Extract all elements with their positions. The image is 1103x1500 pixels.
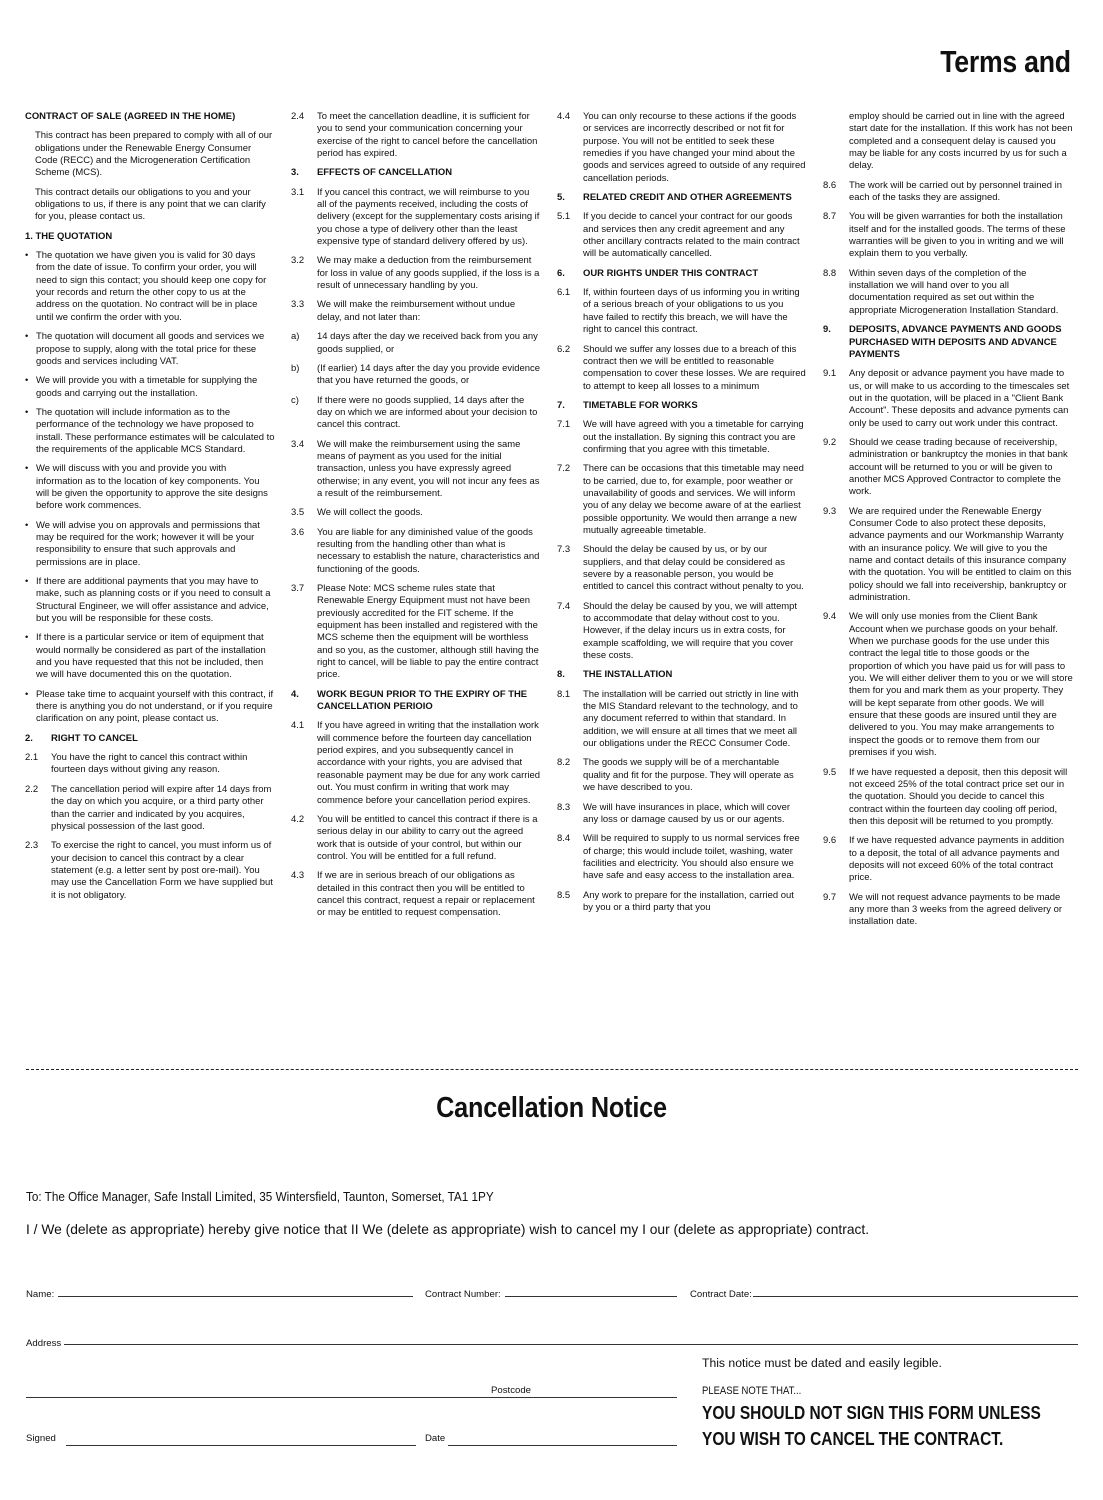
bullet-dot-icon: • xyxy=(25,519,29,531)
clause: 9.7 We will not request advance payments to be made any more than 3 weeks from the agreed delivery or installation date. xyxy=(823,891,1062,928)
clause: 3.7 Please Note: MCS scheme rules state that Renewable Energy Equipment must not have been previously accredited for the FIT scheme. If the equipment has been installed and registered with the MCS scheme then the equipment will be worthless and so you, as the customer, although still having the right to cancel, will be liable to pay the entire contract price. xyxy=(291,583,539,681)
section-heading-related-credit: 5. RELATED CREDIT AND OTHER AGREEMENTS xyxy=(557,192,792,204)
contract-heading: CONTRACT OF SALE (AGREED IN THE HOME) xyxy=(25,111,236,122)
bullet-item: • If there are additional payments that you may have to make, such as planning costs or if you need to consult a Structural Engineer, we will offer assistance and advice, but you will be responsible for these costs. xyxy=(25,576,271,625)
page-title: Terms and xyxy=(940,44,1071,79)
clause: 5.1 If you decide to cancel your contract for our goods and services then any credit agreement and any other ancillary contracts related to the main contract will be automatically cancelled. xyxy=(557,211,800,260)
clause: 8.2 The goods we supply will be of a merchantable quality and fit for the purpose. They will operate as we have described to you. xyxy=(557,757,794,794)
section-heading-installation: 8. THE INSTALLATION xyxy=(557,669,673,681)
contract-date-label: Contract Date: xyxy=(690,1289,752,1300)
warning-line-1: YOU SHOULD NOT SIGN THIS FORM UNLESS xyxy=(702,1403,1041,1423)
terms-columns xyxy=(0,111,1103,1041)
clause: 3.5 We will collect the goods. xyxy=(291,507,423,519)
clause: 3.6 You are liable for any diminished value of the goods resulting from the handling other than what is necessary to establish the nature, characteristics and functioning of the goods. xyxy=(291,526,540,575)
intro-paragraph: This contract has been prepared to comply with all of our obligations under the Renewable Energy Consumer Code (RECC) and the Microgeneration Certification Scheme (MCS). xyxy=(35,130,273,179)
section-heading-quotation: 1. THE QUOTATION xyxy=(25,230,113,242)
clause: 8.5 Any work to prepare for the installation, carried out by you or a third party that you xyxy=(557,889,794,913)
section-heading-work-begun: 4. WORK BEGUN PRIOR TO THE EXPIRY OF THE CANCELLATION PERIOIO xyxy=(291,688,528,713)
bullet-dot-icon: • xyxy=(25,632,29,644)
terms-column-4 xyxy=(823,111,1073,936)
clause: 9.2 Should we cease trading because of receivership, administration or bankruptcy the monies in that bank account will be returned to you or will be given to another MCS Approved Contractor to complete the work. xyxy=(823,436,1068,498)
clause-continuation: employ should be carried out in line with the agreed start date for the installation. If this work has not been completed and a consequent delay is caused you may be liable for any costs incurred by us for such a delay. xyxy=(849,111,1073,172)
clause: 4.3 If we are in serious breach of our obligations as detailed in this contract then you will be entitled to cancel this contract, request a repair or replacement or may be entitled to request compensation. xyxy=(291,870,535,919)
clause: 9.1 Any deposit or advance payment you have made to us, or will make to us according to the timescales set out in the quotation, will be placed in a "Client Bank Account". These deposits and advance pyments can only be used to carry out work under this contract. xyxy=(823,368,1070,429)
signature-field[interactable] xyxy=(66,1445,416,1446)
clause: 7.2 There can be occasions that this timetable may need to be carried, due to, for example, poor weather or unavailability of goods and services. We will inform you of any delay we become aware of at the earliest possible opportunity. We would then arrange a new mutually agreeable timetable. xyxy=(557,463,804,536)
date-field[interactable] xyxy=(448,1445,677,1446)
clause: 9.3 We are required under the Renewable Energy Consumer Code to also protect these deposits, advance payments and our Workmanship Warranty with an insurance policy. We will give to you the name and contact details of this insurance company with the quotation. You will be entitled to claim on this policy should we fall into receivership, bankruptcy or administration. xyxy=(823,505,1072,604)
please-note-label: PLEASE NOTE THAT... xyxy=(702,1385,802,1397)
postcode-label: Postcode xyxy=(491,1385,532,1396)
bullet-dot-icon: • xyxy=(25,250,29,262)
bullet-dot-icon: • xyxy=(25,463,29,475)
bullet-item: • We will provide you with a timetable for supplying the goods and carrying out the installation. xyxy=(25,375,258,399)
contract-number-field[interactable] xyxy=(505,1296,677,1297)
clause: 8.6 The work will be carried out by personnel trained in each of the tasks they are assigned. xyxy=(823,179,1062,204)
sub-clause: a) 14 days after the day we received back from you any goods supplied, or xyxy=(291,331,538,355)
bullet-item: • We will advise you on approvals and permissions that may be required for the work; however it will be your responsibility to ensure that such approvals and permissions are in place. xyxy=(25,519,260,568)
bullet-dot-icon: • xyxy=(25,375,29,387)
clause: 7.4 Should the delay be caused by you, we will attempt to accommodate that delay without cost to you. However, if the delay incurs us in extra costs, for example scaffolding, we will require that you cover these costs. xyxy=(557,600,798,662)
section-heading-deposits: 9. DEPOSITS, ADVANCE PAYMENTS AND GOODS PURCHASED WITH DEPOSITS AND ADVANCE PAYMENTS xyxy=(823,324,1062,360)
address-field[interactable] xyxy=(64,1344,1078,1345)
bullet-item: • The quotation will document all goods and services we propose to supply, along with the total price for these goods and services including VAT. xyxy=(25,331,265,367)
name-label: Name: xyxy=(26,1289,55,1300)
bullet-item: • The quotation will include information as to the performance of the technology we have proposed to install. These performance estimates will be calculated to the requirements of the applicable MCS Standard. xyxy=(25,406,275,455)
clause: 2.4 To meet the cancellation deadline, it is sufficient for you to send your communication concerning your exercise of the right to cancel before the cancellation period has expired. xyxy=(291,111,538,160)
clause: 9.6 If we have requested advance payments in addition to a deposit, the total of all advance payments and deposits will not exceed 60% of the total contract price. xyxy=(823,835,1065,884)
name-field[interactable] xyxy=(58,1296,413,1297)
terms-column-3 xyxy=(557,111,806,921)
clause: 6.1 If, within fourteen days of us informing you in writing of a serious breach of your obligations to us you have failed to rectify this breach, we will have the right to cancel this contract. xyxy=(557,287,800,336)
clause: 3.1 If you cancel this contract, we will reimburse to you all of the payments received, including the costs of delivery (except for the supplementary costs arising if you chose a type of delivery other than the least expensive type of standard delivery offered by us). xyxy=(291,186,540,248)
section-heading-timetable: 7. TIMETABLE FOR WORKS xyxy=(557,399,698,411)
bullet-dot-icon: • xyxy=(25,688,29,700)
section-heading-effects: 3. EFFECTS OF CANCELLATION xyxy=(291,167,453,179)
bullet-dot-icon: • xyxy=(25,331,29,343)
address-label: Address xyxy=(26,1338,62,1349)
cancellation-notice-title: Cancellation Notice xyxy=(436,1092,667,1124)
clause: 2.3 To exercise the right to cancel, you must inform us of your decision to cancel this contract by a clear statement (e.g. a letter sent by post ore-mail). You may use the Cancellation Form we have supplied but it is not obligatory. xyxy=(25,840,273,901)
clause: 8.7 You will be given warranties for both the installation itself and for the installed goods. The terms of these warranties will be given to you in writing and we will explain them to you verbally. xyxy=(823,211,1066,260)
clause: 3.4 We will make the reimbursement using the same means of payment as you used for the initial transaction, unless you have expressly agreed otherwise; in any event, you will not incur any fees as a result of the reimbursement. xyxy=(291,438,540,499)
recipient-address: To: The Office Manager, Safe Install Limited, 35 Wintersfield, Taunton, Somerset, TA1 1PY xyxy=(26,1190,494,1204)
cut-line-divider xyxy=(26,1069,1078,1070)
postcode-field[interactable] xyxy=(26,1397,677,1398)
bullet-item: • The quotation we have given you is valid for 30 days from the date of issue. To confirm your order, you will need to sign this contact; you should keep one copy for your records and return the other copy to us at the address on the quotation. No contract will be in place until we confirm the order with you. xyxy=(25,250,267,323)
bullet-item: • Please take time to acquaint yourself with this contract, if there is anything you do not understand, or if you require clarification on any point, please contact us. xyxy=(25,688,274,725)
sub-clause: c) If there were no goods supplied, 14 days after the day on which we are informed about your decision to cancel this contract. xyxy=(291,394,538,431)
bullet-dot-icon: • xyxy=(25,406,29,418)
clause: 3.3 We will make the reimbursement without undue delay, and not later than: xyxy=(291,299,516,323)
bullet-dot-icon: • xyxy=(25,576,29,587)
sub-clause: b) (If earlier) 14 days after the day you provide evidence that you have returned the goods, or xyxy=(291,362,540,387)
clause: 4.1 If you have agreed in writing that the installation work will commence before the fourteen day cancellation period expires, and you subsequently cancel in accordance with your rights, you are advised that reasonable payment may be due for any work carried out. You must confirm in writing that work may commence before your cancellation period expires. xyxy=(291,720,540,806)
cancellation-declaration: I / We (delete as appropriate) hereby give notice that II We (delete as appropriate) wish to cancel my I our (delete as appropriate) contract. xyxy=(26,1222,870,1237)
signed-label: Signed xyxy=(26,1433,56,1444)
clause: 9.4 We will only use monies from the Client Bank Account when we purchase goods on your behalf. When we purchase goods for the use under this contract the legal title to those goods or the proportion of which you have paid us for will pass to you. We will either deliver them to you or we will store them for you and mark them as your property. They will be kept separate from other goods. We will ensure that these goods are insured until they are delivered to you. You may make arrangements to inspect the goods or to remove them from our premises if you wish. xyxy=(823,611,1073,759)
clause: 3.2 We may make a deduction from the reimbursement for loss in value of any goods supplied, if the loss is a result of unnecessary handling by you. xyxy=(291,255,540,292)
bullet-item: • We will discuss with you and provide you with information as to the location of key components. You will be given the opportunity to approve the site designs before work commences. xyxy=(25,463,268,512)
clause: 7.3 Should the delay be caused by us, or by our suppliers, and that delay could be considered as severe by a reasonable person, you would be entitled to cancel this contract without penalty to you. xyxy=(557,544,804,593)
clause: 8.8 Within seven days of the completion of the installation we will hand over to you all documentation required as set out within the appropriate Microgeneration Installation Standard. xyxy=(823,267,1059,316)
contract-number-label: Contract Number: xyxy=(425,1289,501,1300)
clause: 8.1 The installation will be carried out strictly in line with the MIS Standard relevant to the technology, and to any document referred to within that standard. In addition, we will ensure at all times that we meet all our obligations under the RECC Consumer Code. xyxy=(557,688,799,750)
bullet-item: • If there is a particular service or item of equipment that would normally be considered as part of the installation and you have requested that this not be included, then we will have documented this on the quotation. xyxy=(25,632,266,681)
clause: 2.2 The cancellation period will expire after 14 days from the day on which you acquire, or a third party other than the carrier and indicated by you acquires, physical possession of the last good. xyxy=(25,783,272,832)
legibility-note: This notice must be dated and easily legible. xyxy=(702,1356,942,1370)
date-label: Date xyxy=(425,1433,446,1444)
intro-paragraph: This contract details our obligations to you and your obligations to us, if there is any point that we can clarify for you, please contact us. xyxy=(35,186,266,223)
contract-date-field[interactable] xyxy=(753,1296,1078,1297)
section-heading-right-to-cancel: 2. RIGHT TO CANCEL xyxy=(25,732,138,744)
clause: 7.1 We will have agreed with you a timetable for carrying out the installation. By signing this contract you are confirming that you agree with this timetable. xyxy=(557,419,804,455)
clause: 8.4 Will be required to supply to us normal services free of charge; this would include toilet, washing, water facilities and electricity. You should also ensure we have safe and easy access to the installation area. xyxy=(557,833,800,882)
clause: 2.1 You have the right to cancel this contract within fourteen days without giving any reason. xyxy=(25,752,248,776)
terms-column-2 xyxy=(291,111,540,927)
clause: 9.5 If we have requested a deposit, then this deposit will not exceed 25% of the total contract price set our in the quotation. Should you decide to cancel this contract within the fourteen day cooling off period, then this deposit will be returned to you promptly. xyxy=(823,766,1068,827)
terms-column-1 xyxy=(25,111,275,909)
section-heading-our-rights: 6. OUR RIGHTS UNDER THIS CONTRACT xyxy=(557,267,759,279)
clause: 8.3 We will have insurances in place, which will cover any loss or damage caused by us or our agents. xyxy=(557,801,791,825)
clause: 6.2 Should we suffer any losses due to a breach of this contract then we will be entitled to reasonable compensation to cover these losses. We are required to attempt to keep all losses to a minimum xyxy=(557,343,806,392)
clause: 4.2 You will be entitled to cancel this contract if there is a serious delay in our ability to carry out the agreed work that is outside of your control, but within our control. You will be entitled for a full refund. xyxy=(291,813,538,862)
warning-line-2: YOU WISH TO CANCEL THE CONTRACT. xyxy=(702,1429,1004,1449)
clause: 4.4 You can only recourse to these actions if the goods or services are incorrectly described or not fit for purpose. You will not be entitled to seek these remedies if you have changed your mind about the goods and services agreed to outside of any required cancellation periods. xyxy=(557,111,806,184)
